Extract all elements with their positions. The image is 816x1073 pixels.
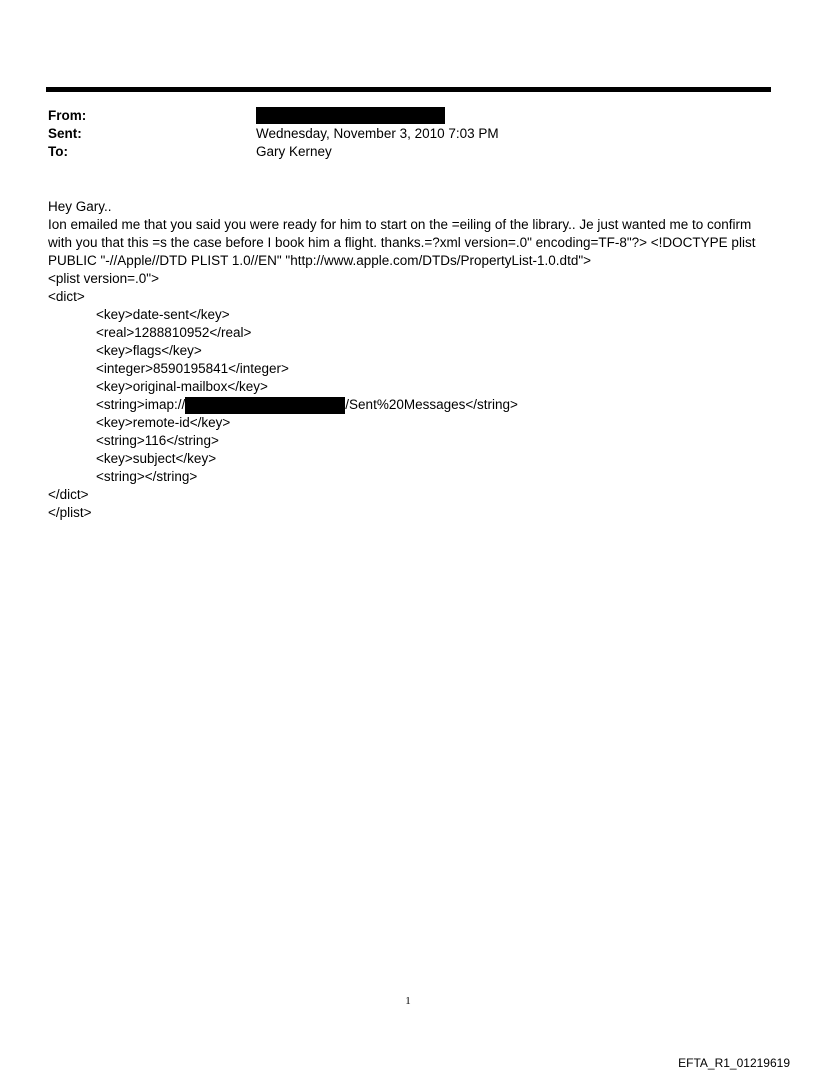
key-flags: <key>flags</key> xyxy=(96,343,202,358)
email-body xyxy=(48,198,778,522)
from-redaction xyxy=(256,107,445,124)
to-label: To: xyxy=(48,144,68,159)
key-remote-id: <key>remote-id</key> xyxy=(96,415,231,430)
string-imap-prefix: <string>imap:// xyxy=(96,397,186,412)
top-rule xyxy=(46,87,771,92)
string-empty: <string></string> xyxy=(96,469,198,484)
from-label: From: xyxy=(48,108,87,123)
body-line-3: PUBLIC "-//Apple//DTD PLIST 1.0//EN" "http://www.apple.com/DTDs/PropertyList-1.0.dtd"> xyxy=(48,253,591,268)
sent-label: Sent: xyxy=(48,126,82,141)
integer-value: <integer>8590195841</integer> xyxy=(96,361,289,376)
header-from-row xyxy=(48,107,768,125)
key-subject: <key>subject</key> xyxy=(96,451,217,466)
header-sent-row xyxy=(48,125,768,143)
dict-close: </dict> xyxy=(48,487,89,502)
dict-open: <dict> xyxy=(48,289,85,304)
real-value: <real>1288810952</real> xyxy=(96,325,252,340)
header-to-row xyxy=(48,143,768,161)
string-imap-line xyxy=(48,396,778,414)
key-date-sent: <key>date-sent</key> xyxy=(96,307,230,322)
key-original-mailbox: <key>original-mailbox</key> xyxy=(96,379,268,394)
body-line-1: Ion emailed me that you said you were ready for him to start on the =eiling of the library.. Je just wanted me to confirm xyxy=(48,217,752,232)
plist-open: <plist version=.0"> xyxy=(48,271,159,286)
imap-redaction xyxy=(185,397,345,414)
string-imap-suffix: /Sent%20Messages</string> xyxy=(345,397,518,412)
sent-value: Wednesday, November 3, 2010 7:03 PM xyxy=(256,126,499,141)
body-line-2: with you that this =s the case before I book him a flight. thanks.=?xml version=.0" encoding=TF-8"?> <!DOCTYPE plist xyxy=(48,235,756,250)
string-116: <string>116</string> xyxy=(96,433,219,448)
to-value: Gary Kerney xyxy=(256,144,332,159)
greeting: Hey Gary.. xyxy=(48,199,112,214)
bates-number: EFTA_R1_01219619 xyxy=(678,1056,790,1070)
plist-close: </plist> xyxy=(48,505,92,520)
page-number: 1 xyxy=(405,995,411,1007)
